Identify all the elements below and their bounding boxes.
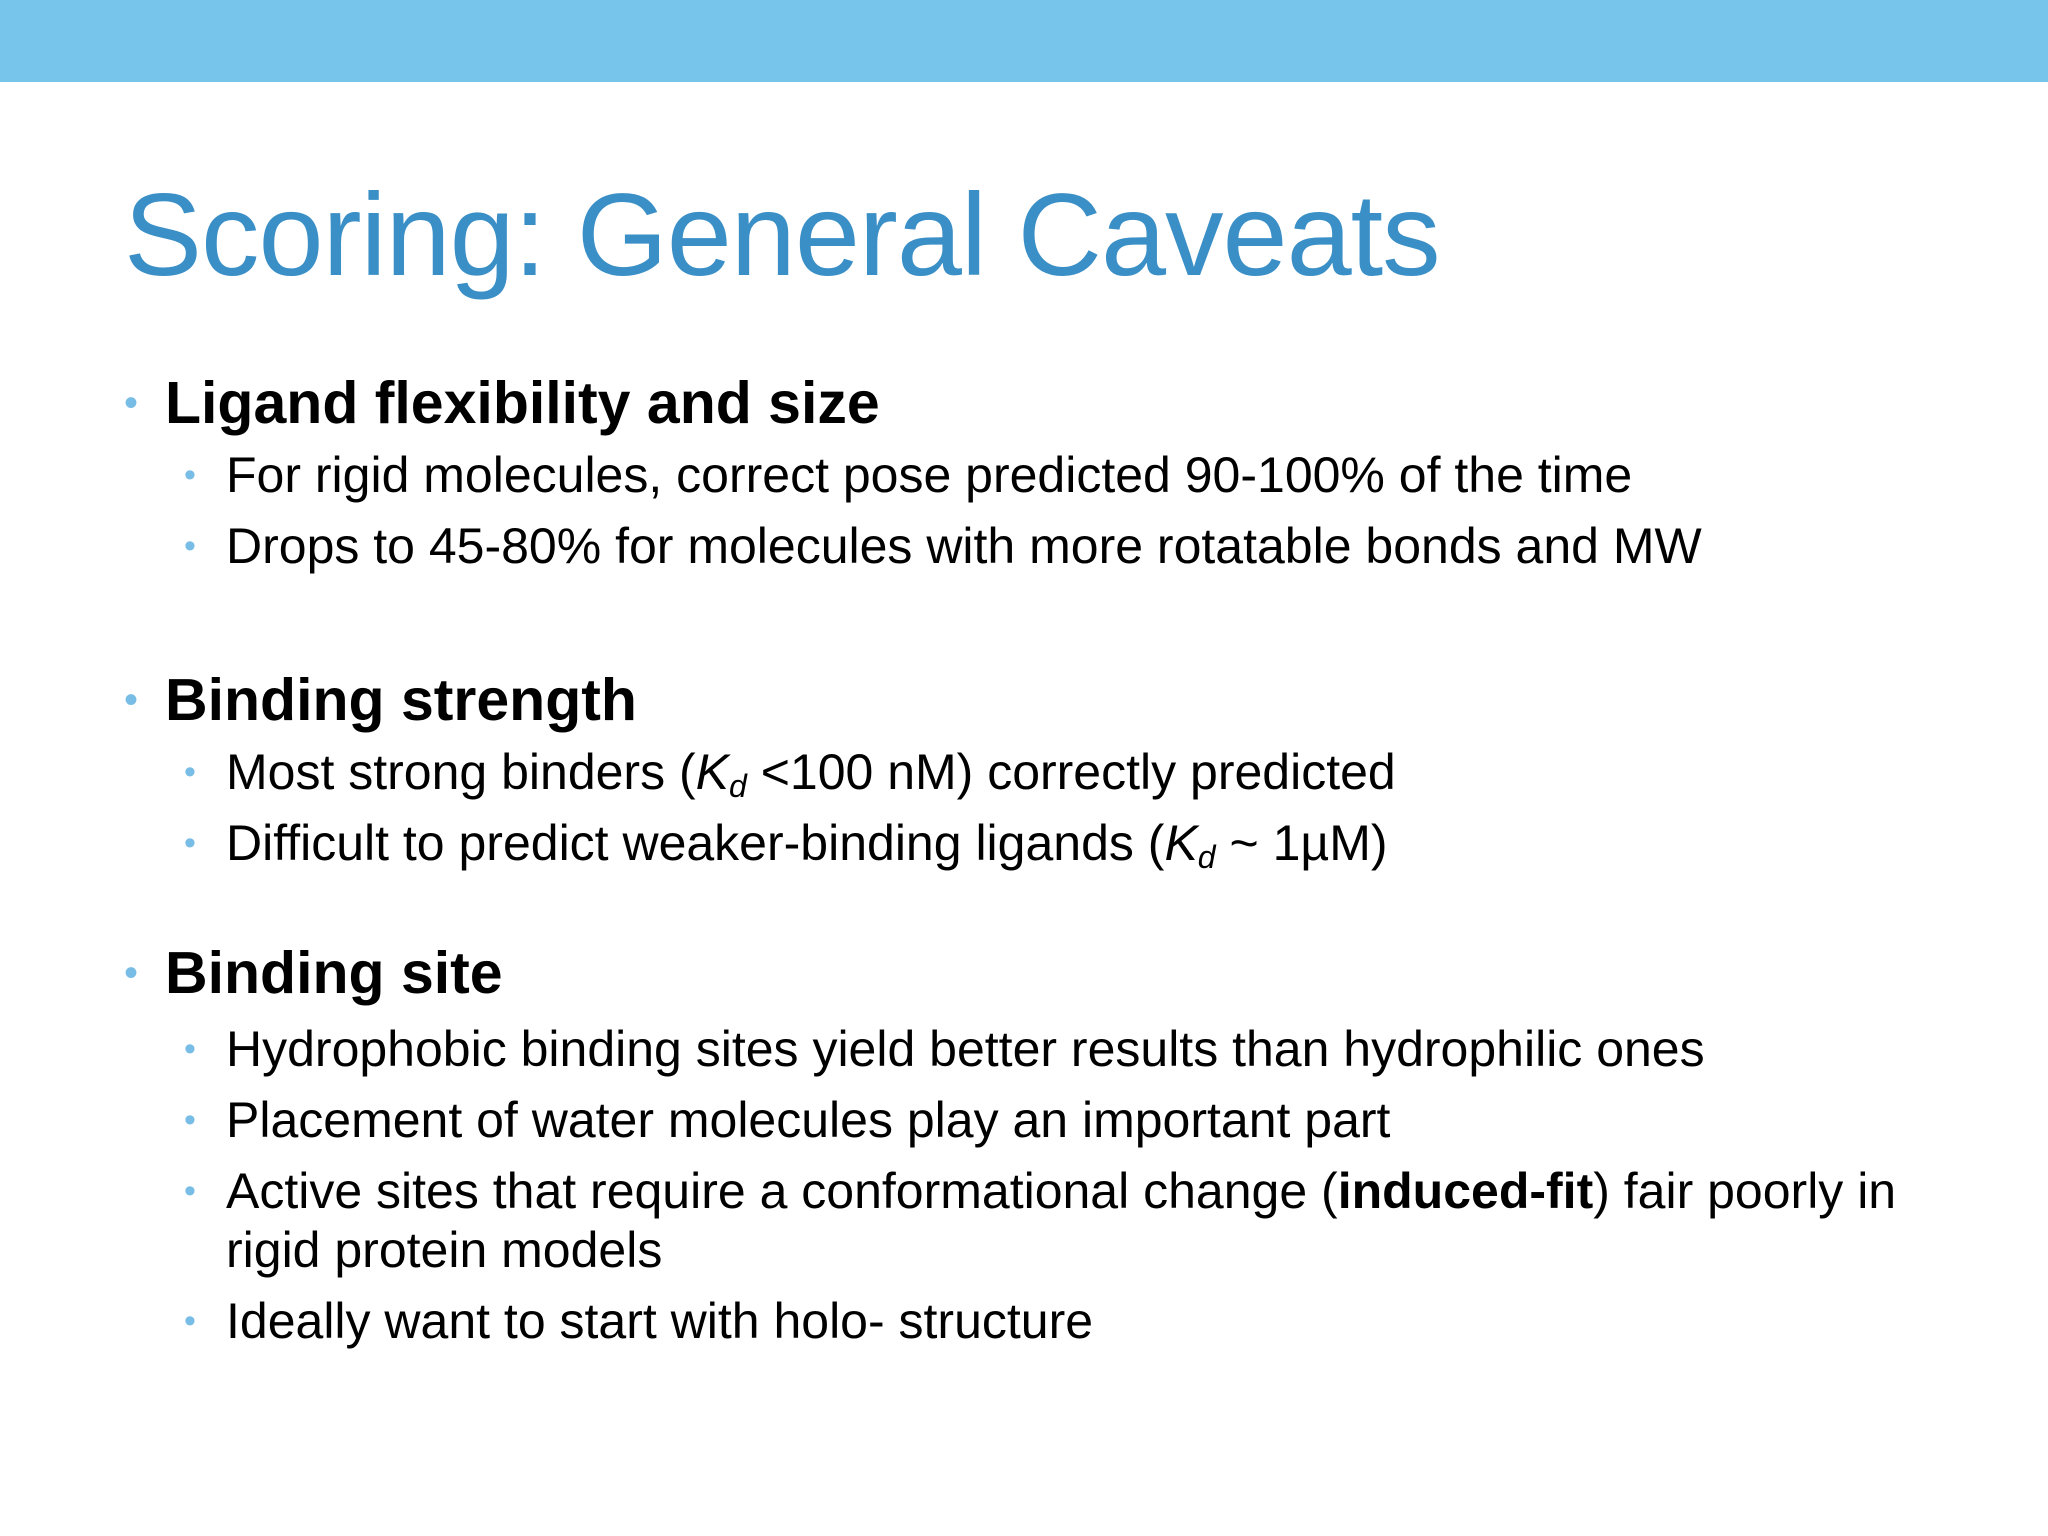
section-heading: • Binding strength: [120, 663, 1396, 737]
bullet-icon: •: [184, 1302, 196, 1340]
list-item: • Hydrophobic binding sites yield better results than hydrophilic ones: [184, 1021, 1705, 1077]
top-accent-bar: [0, 0, 2048, 82]
bullet-icon: •: [184, 1172, 196, 1210]
bullet-icon: •: [184, 753, 196, 791]
bullet-icon: •: [184, 527, 196, 565]
kd-symbol: K: [1164, 815, 1198, 871]
list-item: • Most strong binders ($K_d <100$ nM) correctly predicted: [184, 744, 1396, 804]
bullet-icon: •: [184, 456, 196, 494]
section-ligand-flexibility: [120, 366, 1702, 588]
bullet-icon: •: [184, 1101, 196, 1139]
list-item: • Placement of water molecules play an important part: [184, 1092, 1391, 1148]
section-binding-site: [120, 936, 1966, 1363]
kd-subscript: d: [1197, 839, 1216, 875]
slide-title: Scoring: General Caveats: [124, 169, 1440, 300]
list-item: • For rigid molecules, correct pose predicted 90-100% of the time: [184, 447, 1633, 503]
bullet-icon: •: [124, 951, 139, 995]
bullet-icon: •: [184, 824, 196, 862]
emphasis-induced-fit: induced-fit: [1337, 1163, 1594, 1219]
list-item: • Ideally want to start with holo- structure: [184, 1293, 1094, 1349]
kd-subscript: d: [729, 768, 747, 804]
kd-symbol: K: [695, 744, 729, 800]
bullet-icon: •: [124, 678, 139, 722]
bullet-icon: •: [184, 1030, 196, 1068]
section-heading: • Ligand flexibility and size: [120, 366, 1702, 440]
list-item: • Active sites that require a conformational change (induced-fit) fair poorly in rigid protein models: [184, 1163, 1897, 1278]
section-heading: • Binding site: [120, 936, 1966, 1010]
bullet-icon: •: [124, 381, 139, 425]
list-item: • Difficult to predict weaker-binding ligands ($K_d$ ~ 1µM): [184, 815, 1388, 875]
list-item: • Drops to 45-80% for molecules with more rotatable bonds and MW: [184, 518, 1702, 574]
section-binding-strength: [120, 663, 1396, 885]
